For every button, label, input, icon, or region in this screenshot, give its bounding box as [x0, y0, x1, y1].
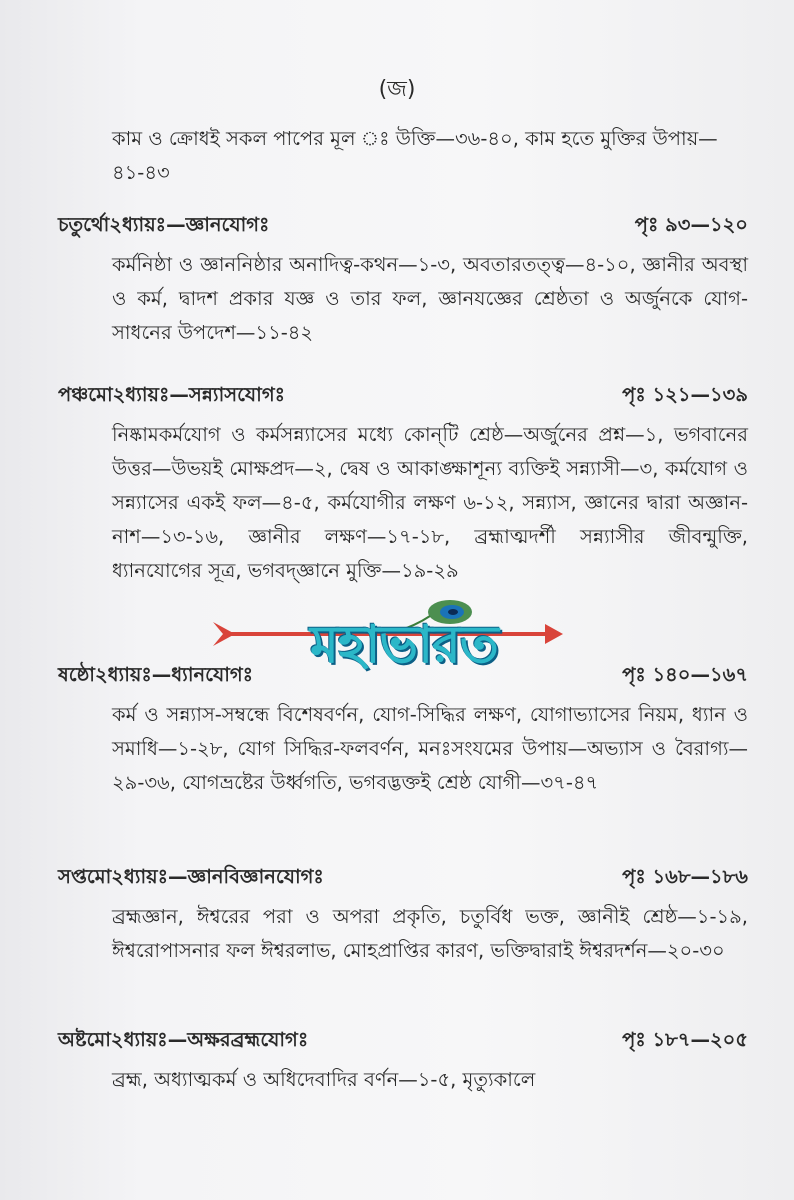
chapter-page-range: পৃঃ ১৪০—১৬৭ — [622, 663, 748, 686]
watermark-text: মহাভারত — [310, 615, 498, 675]
chapter-summary: ব্রহ্মজ্ঞান, ঈশ্বরের পরা ও অপরা প্রকৃতি, চতুর্বিধ ভক্ত, জ্ঞানীই শ্রেষ্ঠ—১-১৯, ঈশ্বরোপাসনার ফল ঈশ্বরলাভ, মোহপ্রাপ্তির কারণ, ভক্তিদ্বারাই ঈশ্বরদর্শন—২০-৩০ — [112, 905, 748, 962]
chapter-entry-5 — [58, 380, 748, 588]
chapter-summary: কর্ম ও সন্ন্যাস-সম্বন্ধে বিশেষবর্ণন, যোগ-সিদ্ধির লক্ষণ, যোগাভ্যাসের নিয়ম, ধ্যান ও সমাধি—১-২৮, যোগ সিদ্ধির-ফলবর্ণন, মনঃসংযমের উপায়—অভ্যাস ও বৈরাগ্য—২৯-৩৬, যোগভ্রষ্টের উর্ধ্বগতি, ভগবদ্ভক্তই শ্রেষ্ঠ যোগী—৩৭-৪৭ — [112, 703, 748, 794]
chapter-entry-7 — [58, 862, 748, 968]
chapter-title: ষষ্ঠো২ধ্যায়ঃ—ধ্যানযোগঃ — [58, 663, 254, 686]
chapter-entry-4 — [58, 210, 748, 350]
previous-chapter-continuation: কাম ও ক্রোধই সকল পাপের মূল ঃ উক্তি—৩৬-৪০, কাম হতে মুক্তির উপায়—৪১-৪৩ — [112, 127, 718, 184]
chapter-summary: নিষ্কামকর্মযোগ ও কর্মসন্ন্যাসের মধ্যে কোন্‌টি শ্রেষ্ঠ—অর্জুনের প্রশ্ন—১, ভগবানের উত্তর—উভয়ই মোক্ষপ্রদ—২, দ্বেষ ও আকাঙ্ক্ষাশূন্য ব্যক্তিই সন্ন্যাসী—৩, কর্মযোগ ও সন্ন্যাসের একই ফল—৪-৫, কর্মযোগীর লক্ষণ ৬-১২, সন্ন্যাস, জ্ঞানের দ্বারা অজ্ঞান-নাশ—১৩-১৬, জ্ঞানীর লক্ষণ—১৭-১৮, ব্রহ্মাত্মদর্শী সন্ন্যাসীর জীবন্মুক্তি, ধ্যানযোগের সূত্র, ভগবদ্‌জ্ঞানে মুক্তি—১৯-২৯ — [112, 423, 748, 582]
chapter-page-range: পৃঃ ৯৩—১২০ — [634, 213, 748, 236]
chapter-page-range: পৃঃ ১৮৭—২০৫ — [622, 1028, 748, 1051]
chapter-title: চতুর্থো২ধ্যায়ঃ—জ্ঞানযোগঃ — [58, 213, 270, 236]
watermark-logo — [205, 582, 565, 692]
chapter-entry-8 — [58, 1025, 748, 1097]
page-number: (জ) — [378, 77, 416, 102]
chapter-page-range: পৃঃ ১৬৮—১৮৬ — [622, 865, 748, 888]
chapter-title: অষ্টমো২ধ্যায়ঃ—অক্ষরব্রহ্মযোগঃ — [58, 1028, 309, 1051]
chapter-title: পঞ্চমো২ধ্যায়ঃ—সন্ন্যাসযোগঃ — [58, 383, 286, 406]
chapter-summary: কর্মনিষ্ঠা ও জ্ঞাননিষ্ঠার অনাদিত্ব-কথন—১-৩, অবতারতত্ত্ব—৪-১০, জ্ঞানীর অবস্থা ও কর্ম, দ্বাদশ প্রকার যজ্ঞ ও তার ফল, জ্ঞানযজ্ঞের শ্রেষ্ঠতা ও অর্জুনকে যোগ-সাধনের উপদেশ—১১-৪২ — [112, 253, 748, 344]
chapter-summary: ব্রহ্ম, অধ্যাত্মকর্ম ও অধিদেবাদির বর্ণন—১-৫, মৃত্যুকালে — [112, 1068, 536, 1091]
chapter-page-range: পৃঃ ১২১—১৩৯ — [622, 383, 748, 406]
chapter-title: সপ্তমো২ধ্যায়ঃ—জ্ঞানবিজ্ঞানযোগঃ — [58, 865, 324, 888]
